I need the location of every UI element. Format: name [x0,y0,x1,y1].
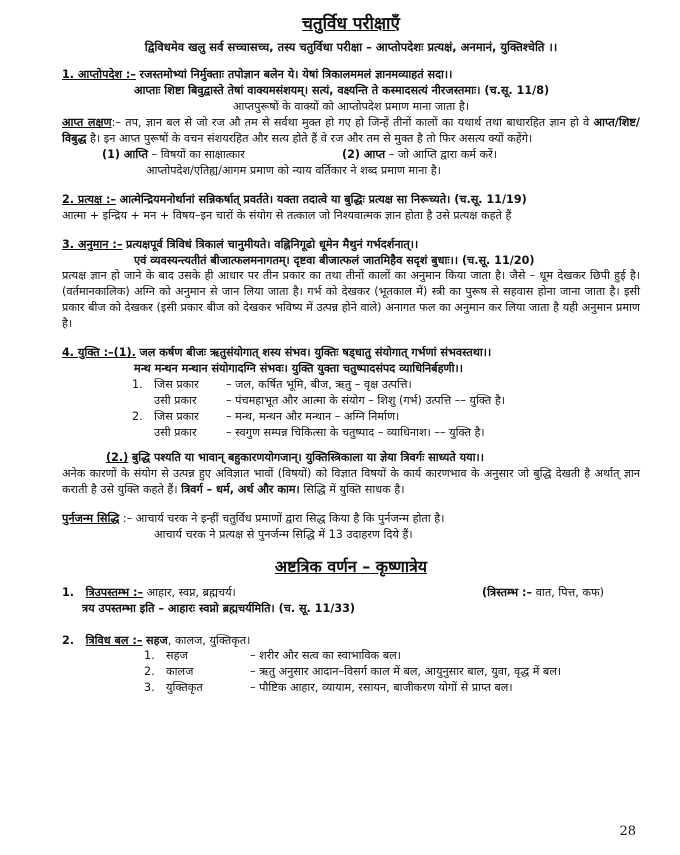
item-text: आहार, स्वप्न, ब्रह्मचर्य। [146,585,236,599]
verse-line: रजस्तमोभ्यां निर्मुक्ताः तपोज्ञान बलेन ये। येषां त्रिकालममलं ज्ञानमव्याहतं सदा।। [139,68,453,82]
list-item [144,648,640,664]
side-label: (त्रिस्तम्भ :– [482,585,533,599]
emphasis-text: सहज [146,633,168,647]
section-heading: 2. प्रत्यक्ष :– [62,192,117,206]
verse-line: बुद्धि पश्यति या भावान् बहुकारणयोगजान्। युक्तिस्त्रिकाला या ज्ञेया त्रिवर्गः साध्यते यया।। [131,451,485,465]
section-yukti [62,345,640,498]
verse-line: आप्ताः शिष्टा बिवुद्वास्ते तेषां वाक्यमसंशयम्। सत्यं, वक्ष्यन्ति ते कस्मादसत्यं नीरजस्तमाः। (च.सू. 11/8) [134,84,550,98]
item-number: 1. [62,585,75,599]
section-trividha-bal [62,633,640,697]
item-text: – पौष्टिक आहार, व्यायाम, रसायन, बाजीकरण योगों से प्राप्त बल। [250,681,513,695]
item-number: 1. [132,377,143,391]
item-label: सहज [166,649,188,663]
section-aptopadesh [62,67,640,178]
item-label: जिस प्रकार [154,377,199,391]
bal-list [62,648,640,696]
point-label: (1) आप्ति [102,147,149,161]
paragraph-text: सिद्धि में युक्ति साधक है। [299,483,405,497]
text-line: :– आचार्य चरक ने इन्हीं चतुर्विध प्रमाणों द्वारा सिद्ध किया है कि पुर्नजन्म होता है। [122,512,445,526]
section-heading: 1. आप्तोपदेश :– [62,68,136,82]
section-triupastambha [62,585,640,617]
point-text: – जो आप्ति द्वारा कर्म करें। [388,147,497,161]
list-item [144,680,640,696]
item-number: 3. [144,681,155,695]
item-label: त्रिविध बल :– [85,633,143,647]
item-number: 1. [144,649,155,663]
item-text: , कालज, युक्तिकृत। [167,633,251,647]
verse-line: प्रत्यक्षपूर्व त्रिविधं त्रिकालं चानुमीयते। वह्निनिगूढो धूमेन मैथुनं गर्भदर्शनात्।। [126,237,419,251]
subsection-number: (2.) [106,451,129,465]
item-text: – शरीर और सत्व का स्वाभाविक बल। [250,649,401,663]
point-pair [62,147,640,163]
page-number: 28 [619,823,636,839]
verse-block [62,450,640,466]
side-text: वात, पित्त, कफ) [535,585,604,599]
paragraph: प्रत्यक्ष ज्ञान हो जाने के बाद उसके ही आधार पर तीन प्रकार का तथा तीनों कालों का अनुमान किया जाता है। जैसे – धूम देखकर छिपी हुई है। (वर्तमानकालिक) अग्नि को अनुमान से जान लिया जाता है। गर्भ को देखकर (भूतकाल में) स्त्री का पुरूष से सहवास होना जाना जाता है। इसी प्रकार बीज को देखकर (इसी प्रकार बीज को देखकर भविष्य में उत्पन्न होने वाले) अनागत फल का अनुमान कर लिया जाता है यही अनुमान प्रमाण है। [62,269,640,331]
item-text: – पंचमहाभूत और आत्मा के संयोग – शिशु (गर्भ) उत्पत्ति –– युक्ति है। [226,393,506,407]
list-item [132,393,640,409]
item-text: – जल, कर्षित भूमि, बीज, ऋतु – वृक्ष उत्पत्ति। [226,377,412,391]
item-text: – मन्थ, मन्थन और मन्थान – अग्नि निर्माण। [226,409,400,423]
section-title: अष्टत्रिक वर्णन – कृष्णात्रेय [274,557,428,577]
item-label: जिस प्रकार [154,409,199,423]
list-item [132,377,640,393]
verse-line: मन्थ मन्थन मन्थान संयोगादग्नि संभवः। युक्ति युक्ता चतुष्पादसंपद व्याधिनिर्बहणी।। [134,361,463,375]
verse-line: एवं व्यवस्यन्त्यतीतं बीजात्फलमनागतम्। दृष्टवा बीजात्फलं जातमिहैव सदृशं बुधाः।। (च.सू. 11/20) [134,253,535,267]
section-punarjanma [62,511,640,543]
list-item [132,425,640,441]
paragraph [62,115,640,147]
point-label: (2) आप्त [342,147,386,161]
section-heading: 4. युक्ति :–(1). [62,346,136,360]
text-line: आप्तोपदेश/एतिह्य/आगम प्रमाण को न्याय वर्तिकार ने शब्द प्रमाण माना है। [146,163,441,177]
verse-line: जल कर्षण बीजः ऋतुसंयोगात् शस्य संभव। युक्तिः षड्धातु संयोगात् गर्भणां संभवस्तथा।। [139,346,492,360]
list-item [144,664,640,680]
text-line: आत्मा + इन्द्रिय + मन + विषय–इन चारों के संयोग से तत्काल जो निश्यवात्मक ज्ञान होता है उसे प्रत्यक्ष कहते हैं [62,208,512,222]
page-subtitle-verse: द्विविधमेव खलु सर्व सच्चासच्च, तस्य चतुर्विधा परीक्षा – आप्तोपदेशः प्रत्यक्षं, अनमानं, युक्तिश्चेति ।। [144,40,558,55]
item-label: युक्तिकृत [166,681,203,695]
item-number: 2. [62,633,75,647]
emphasis-text: आप्त/शिष्ट/विबुद्ध [62,116,640,146]
verse-line: आत्मेन्द्रियमनोर्थानां सन्निकर्षात् प्रवर्तते। यक्ता तदात्वे या बुद्धिः प्रत्यक्ष सा निरूच्यते। (च.सू. 11/19) [119,192,527,206]
item-label: उसी प्रकार [154,425,197,439]
item-line [62,585,640,601]
item-number: 2. [132,409,143,423]
text-line: आचार्य चरक ने प्रत्यक्ष से पुनर्जन्म सिद्धि में 13 उदाहरण दिये हैं। [154,528,413,542]
item-label: उसी प्रकार [154,393,197,407]
text-line: आप्तपुरूषों के वाक्यों को आप्तोपदेश प्रमाण माना जाता है। [232,100,470,114]
list-item [132,409,640,425]
page-title: चतुर्विध परीक्षाऍं [302,14,400,34]
term-label: आप्त लक्षण [62,116,112,130]
paragraph [62,466,640,498]
yukti-list [62,377,640,441]
item-label: त्रिउपस्तम्भ :– [85,585,144,599]
paragraph-text: अनेक कारणों के संयोग से उत्पन्न हुए अविज्ञात भावों (विषयों) को विज्ञात विषयों के कार्य कारणभाव के अनुसार जो बुद्धि देखती है अर्थात् ज्ञान कराती है उसे युक्ति कहते हैं। [62,467,640,497]
section-heading: पुर्नजन्म सिद्धि [62,512,120,526]
item-line [62,633,640,649]
paragraph-text: :– तप, ज्ञान बल से जो रज औ तम से सर्वथा मुक्त हो गए हो जिन्हें तीनों कालों का यथार्थ तथा बाधारहित ज्ञान हो वे [111,116,594,130]
emphasis-text: त्रिवर्ग – धर्म, अर्थ और काम। [181,483,300,497]
section-anuman [62,237,640,332]
paragraph-text: है। इन आप्त पुरूषों के वचन संशयरहित और सत्य होते हैं वे रज और तम से मुक्त है तो फिर असत्य क्यों कहेंगे। [86,132,533,146]
section-pratyaksha [62,192,640,224]
verse-line: त्रय उपस्तम्भा इति – आहारः स्वप्नो ब्रह्मचर्यमिति। (च. सू. 11/33) [82,601,356,615]
point-text: – विषयों का साक्षात्कार [151,147,245,161]
item-label: कालज [166,665,194,679]
item-text: – स्वगुण सम्पन्न चिकित्सा के चतुष्पाद – व्याधिनाश। –– युक्ति है। [226,425,485,439]
item-number: 2. [144,665,155,679]
item-text: – ऋतु अनुसार आदान–विसर्ग काल में बल, आयुनुसार बाल, युवा, वृद्ध में बल। [250,665,562,679]
section-heading: 3. अनुमान :– [62,237,123,251]
